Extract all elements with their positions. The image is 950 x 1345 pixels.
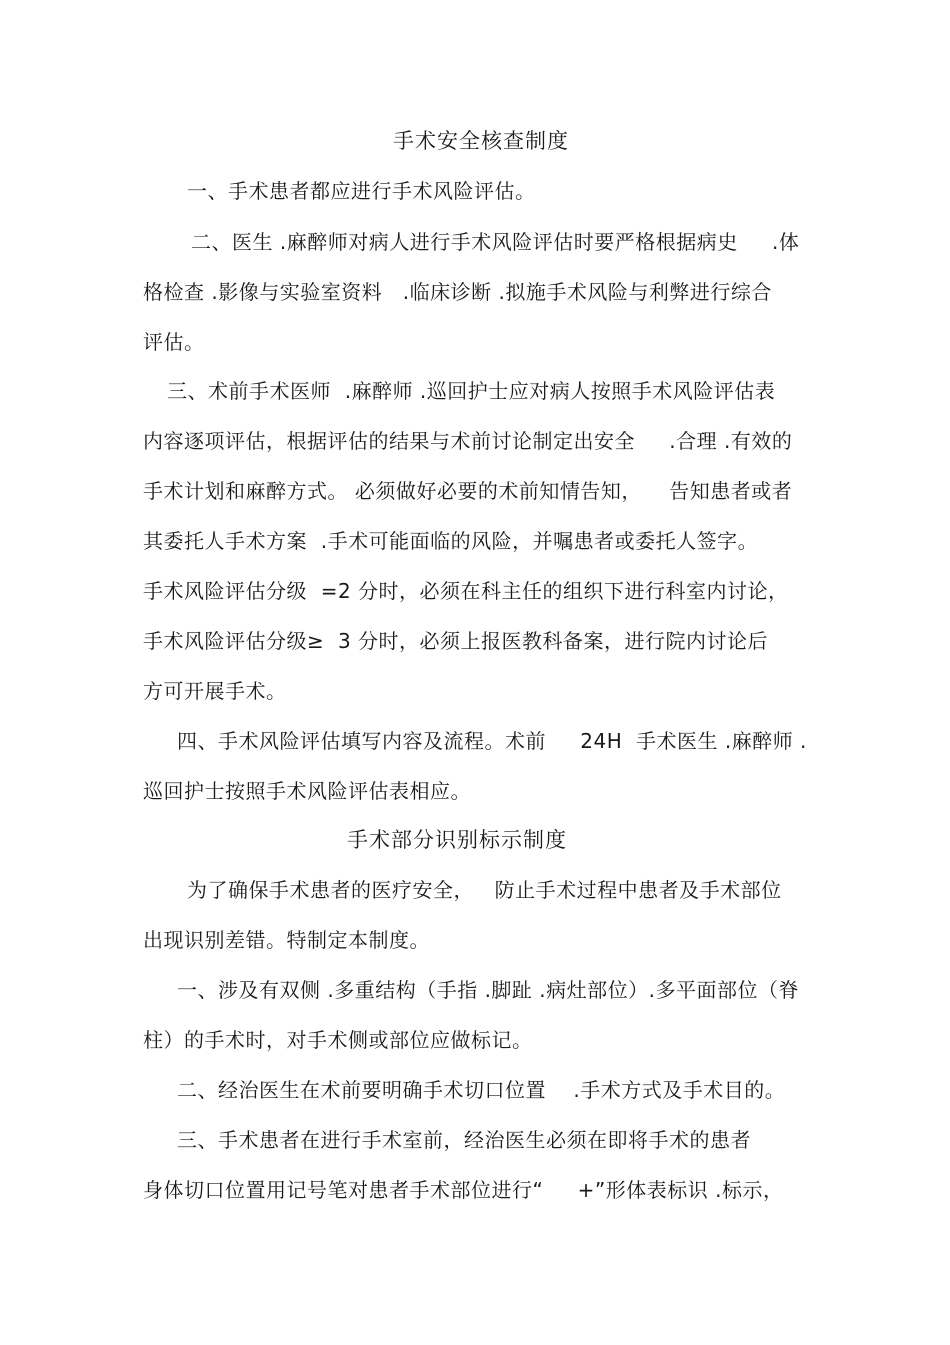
paragraph-line: 柱）的手术时，对手术侧或部位应做标记。 bbox=[143, 1028, 533, 1052]
title-safety-check: 手术安全核查制度 bbox=[393, 129, 569, 153]
paragraph-line: 二、医生 .麻醉师对病人进行手术风险评估时要严格根据病史 .体 bbox=[191, 230, 800, 254]
paragraph-line: 出现识别差错。特制定本制度。 bbox=[143, 928, 430, 952]
paragraph-line: 身体切口位置用记号笔对患者手术部位进行“ +”形体表标识 .标示， bbox=[143, 1178, 784, 1202]
paragraph-line: 为了确保手术患者的医疗安全， 防止手术过程中患者及手术部位 bbox=[187, 878, 782, 902]
paragraph-line: 格检查 .影像与实验室资料 .临床诊断 .拟施手术风险与利弊进行综合 bbox=[143, 280, 772, 304]
paragraph-line: 三、术前手术医师 .麻醉师 .巡回护士应对病人按照手术风险评估表 bbox=[167, 379, 776, 403]
paragraph-line: 二、经治医生在术前要明确手术切口位置 .手术方式及手术目的。 bbox=[177, 1078, 786, 1102]
paragraph-line: 手术计划和麻醉方式。 必须做好必要的术前知情告知， 告知患者或者 bbox=[143, 479, 793, 503]
paragraph-line: 手术风险评估分级 =2 分时，必须在科主任的组织下进行科室内讨论， bbox=[143, 579, 789, 603]
paragraph-line: 一、涉及有双侧 .多重结构（手指 .脚趾 .病灶部位）.多平面部位（脊 bbox=[177, 978, 800, 1002]
paragraph-line: 一、手术患者都应进行手术风险评估。 bbox=[187, 179, 536, 203]
paragraph-line: 方可开展手术。 bbox=[143, 679, 287, 703]
paragraph-line: 手术风险评估分级≥ 3 分时，必须上报医教科备案，进行院内讨论后 bbox=[143, 629, 769, 653]
paragraph-line: 内容逐项评估，根据评估的结果与术前讨论制定出安全 .合理 .有效的 bbox=[143, 429, 793, 453]
paragraph-line: 三、手术患者在进行手术室前，经治医生必须在即将手术的患者 bbox=[177, 1128, 751, 1152]
title-site-marking: 手术部分识别标示制度 bbox=[347, 828, 567, 852]
paragraph-line: 评估。 bbox=[143, 330, 205, 354]
paragraph-line: 巡回护士按照手术风险评估表相应。 bbox=[143, 779, 471, 803]
paragraph-line: 其委托人手术方案 .手术可能面临的风险，并嘱患者或委托人签字。 bbox=[143, 529, 759, 553]
paragraph-line: 四、手术风险评估填写内容及流程。术前 24H 手术医生 .麻醉师 . bbox=[177, 729, 807, 753]
